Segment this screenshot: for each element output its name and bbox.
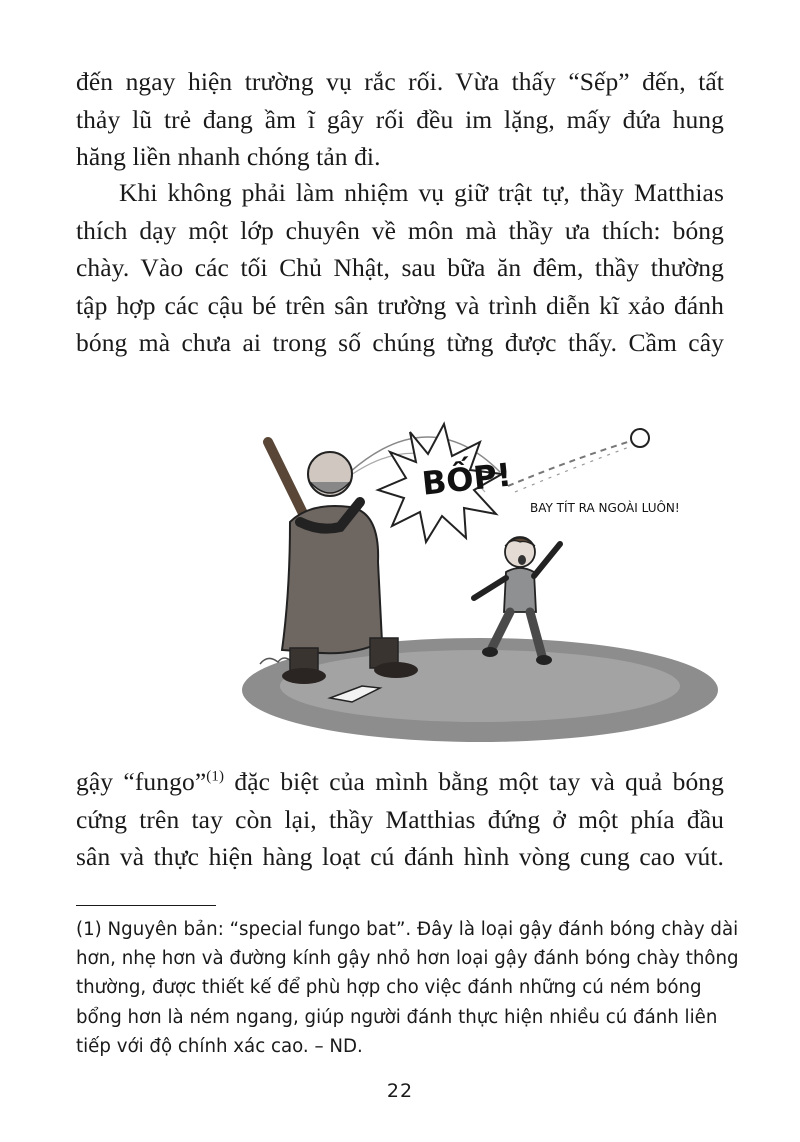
footnote-line: bổng hơn là ném ngang, giúp người đánh thực hiện nhiều cú đánh liên: [76, 1006, 718, 1028]
paragraph-1-line: hăng liền nhanh chóng tản đi.: [76, 142, 381, 171]
baseball-illustration: [230, 412, 720, 742]
paragraph-2: [76, 174, 724, 362]
paragraph-2-line: tập hợp các cậu bé trên sân trường và trình diễn kĩ xảo đánh: [76, 290, 724, 320]
baseball-icon: [631, 429, 649, 447]
footnote-line: (1) Nguyên bản: “special fungo bat”. Đây là loại gậy đánh bóng chày dài: [76, 919, 739, 940]
footnote-line: tiếp với độ chính xác cao. – ND.: [76, 1035, 363, 1057]
ball-trail: [508, 440, 634, 486]
footnote-divider: [76, 905, 216, 906]
paragraph-2-line: chày. Vào các tối Chủ Nhật, sau bữa ăn đêm, thầy thường: [76, 253, 724, 282]
footnote-marker: (1): [206, 768, 225, 785]
paragraph-3-line: cứng trên tay còn lại, thầy Matthias đứng ở một phía đầu: [76, 804, 724, 834]
paragraph-2-line: Khi không phải làm nhiệm vụ giữ trật tự, thầy Matthias: [119, 178, 724, 207]
paragraph-3-line: gậy “fungo”$^{(1)}$ đặc biệt của mình bằng một tay và quả bóng: [76, 767, 724, 796]
sound-effect-text: BỐP!: [420, 455, 514, 503]
paragraph-3: [76, 763, 724, 876]
paragraph-3-line: sân và thực hiện hàng loạt cú đánh hình vòng cung cao vút.: [76, 842, 724, 871]
paragraph-1-line: thảy lũ trẻ đang ầm ĩ gây rối đều im lặng, mấy đứa hung: [76, 104, 724, 134]
paragraph-2-line: thích dạy một lớp chuyên về môn mà thầy ưa thích: bóng: [76, 215, 724, 245]
paragraph-2-line: bóng mà chưa ai trong số chúng từng được thấy. Cầm cây: [76, 328, 724, 357]
footnote: [76, 915, 739, 1061]
speech-text: BAY TÍT RA NGOÀI LUÔN!: [530, 501, 680, 515]
footnote-line: thường, được thiết kế để phù hợp cho việc đánh những cú ném bóng: [76, 977, 702, 999]
paragraph-1-line: đến ngay hiện trường vụ rắc rối. Vừa thấy “Sếp” đến, tất: [76, 67, 724, 96]
page-number: 22: [386, 1080, 414, 1102]
footnote-line: hơn, nhẹ hơn và đường kính gậy nhỏ hơn loại gậy đánh bóng chày thông: [76, 948, 739, 970]
paragraph-1: [76, 63, 724, 176]
